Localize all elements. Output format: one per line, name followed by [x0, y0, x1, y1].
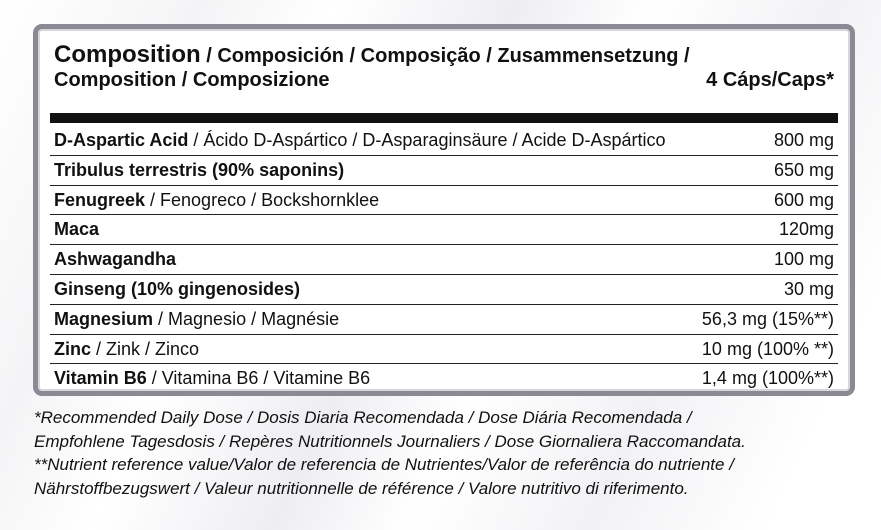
ingredient-table	[50, 126, 838, 394]
footnote-line: Empfohlene Tagesdosis / Repères Nutritionnels Journaliers / Dose Giornaliera Raccomandata.	[34, 431, 746, 451]
ingredient-amount: 600 mg	[773, 189, 834, 210]
ingredient-name-bold: Vitamin B6	[54, 368, 147, 389]
ingredient-row	[50, 156, 838, 186]
ingredient-name	[54, 245, 176, 274]
ingredient-row	[50, 275, 838, 305]
ingredient-row	[50, 305, 838, 335]
header-title-line2: Composition / Composizione	[54, 69, 330, 91]
ingredient-name	[54, 305, 339, 334]
ingredient-name-bold: Tribulus terrestris (90% saponins)	[54, 159, 345, 180]
ingredient-amount: 120mg	[778, 219, 834, 240]
ingredient-name-bold: Fenugreek	[54, 189, 146, 210]
ingredient-name-bold: Maca	[54, 219, 100, 240]
footnote-line: **Nutrient reference value/Valor de referencia de Nutrientes/Valor de referência do nutriente /	[34, 455, 734, 474]
header-line-1	[54, 43, 834, 68]
ingredient-row	[50, 186, 838, 216]
ingredient-name	[54, 335, 199, 364]
ingredient-row	[50, 245, 838, 275]
footnotes	[34, 406, 864, 500]
ingredient-name-bold: Ashwagandha	[54, 249, 177, 270]
ingredient-name	[54, 156, 344, 185]
ingredient-row	[50, 335, 838, 365]
ingredient-name-translations: / Fenogreco / Bockshornklee	[145, 189, 380, 210]
ingredient-name	[54, 186, 379, 215]
ingredient-name	[54, 215, 99, 244]
serving-size: 4 Cáps/Caps*	[706, 69, 834, 91]
ingredient-row	[50, 364, 838, 394]
footnote-line: *Recommended Daily Dose / Dosis Diaria Recomendada / Dose Diária Recomendada /	[34, 408, 692, 427]
ingredient-amount: 10 mg (100% **)	[701, 338, 834, 359]
ingredient-name-translations: / Zink / Zinco	[91, 338, 200, 359]
composition-header	[54, 43, 834, 93]
composition-panel	[33, 24, 855, 396]
footnote-line: Nährstoffbezugswert / Valeur nutritionnelle de référence / Valore nutritivo di riferimento.	[34, 478, 689, 498]
ingredient-amount: 650 mg	[773, 159, 834, 180]
ingredient-name-bold: Ginseng (10% gingenosides)	[54, 278, 301, 299]
header-line-2	[54, 68, 834, 93]
ingredient-name-bold: D-Aspartic Acid	[54, 130, 189, 150]
ingredient-name-translations: / Ácido D-Aspártico / D-Asparaginsäure / Acide D-Aspártico	[188, 130, 666, 150]
ingredient-name	[54, 126, 666, 155]
ingredient-name-bold: Magnesium	[54, 308, 154, 329]
header-title-main: Composition	[54, 41, 201, 68]
ingredient-amount: 30 mg	[783, 278, 834, 299]
header-divider	[50, 113, 838, 123]
ingredient-name-translations: / Vitamina B6 / Vitamine B6	[146, 368, 371, 389]
ingredient-row	[50, 126, 838, 156]
ingredient-amount: 800 mg	[773, 130, 834, 150]
ingredient-amount: 56,3 mg (15%**)	[701, 308, 834, 329]
header-title-translations: / Composición / Composição / Zusammensetzung /	[200, 45, 690, 67]
ingredient-row	[50, 215, 838, 245]
ingredient-name	[54, 364, 370, 393]
ingredient-name-translations: / Magnesio / Magnésie	[153, 308, 340, 329]
ingredient-amount: 100 mg	[773, 249, 834, 270]
ingredient-name-bold: Zinc	[54, 338, 92, 359]
ingredient-name	[54, 275, 300, 304]
ingredient-amount: 1,4 mg (100%**)	[701, 368, 834, 389]
